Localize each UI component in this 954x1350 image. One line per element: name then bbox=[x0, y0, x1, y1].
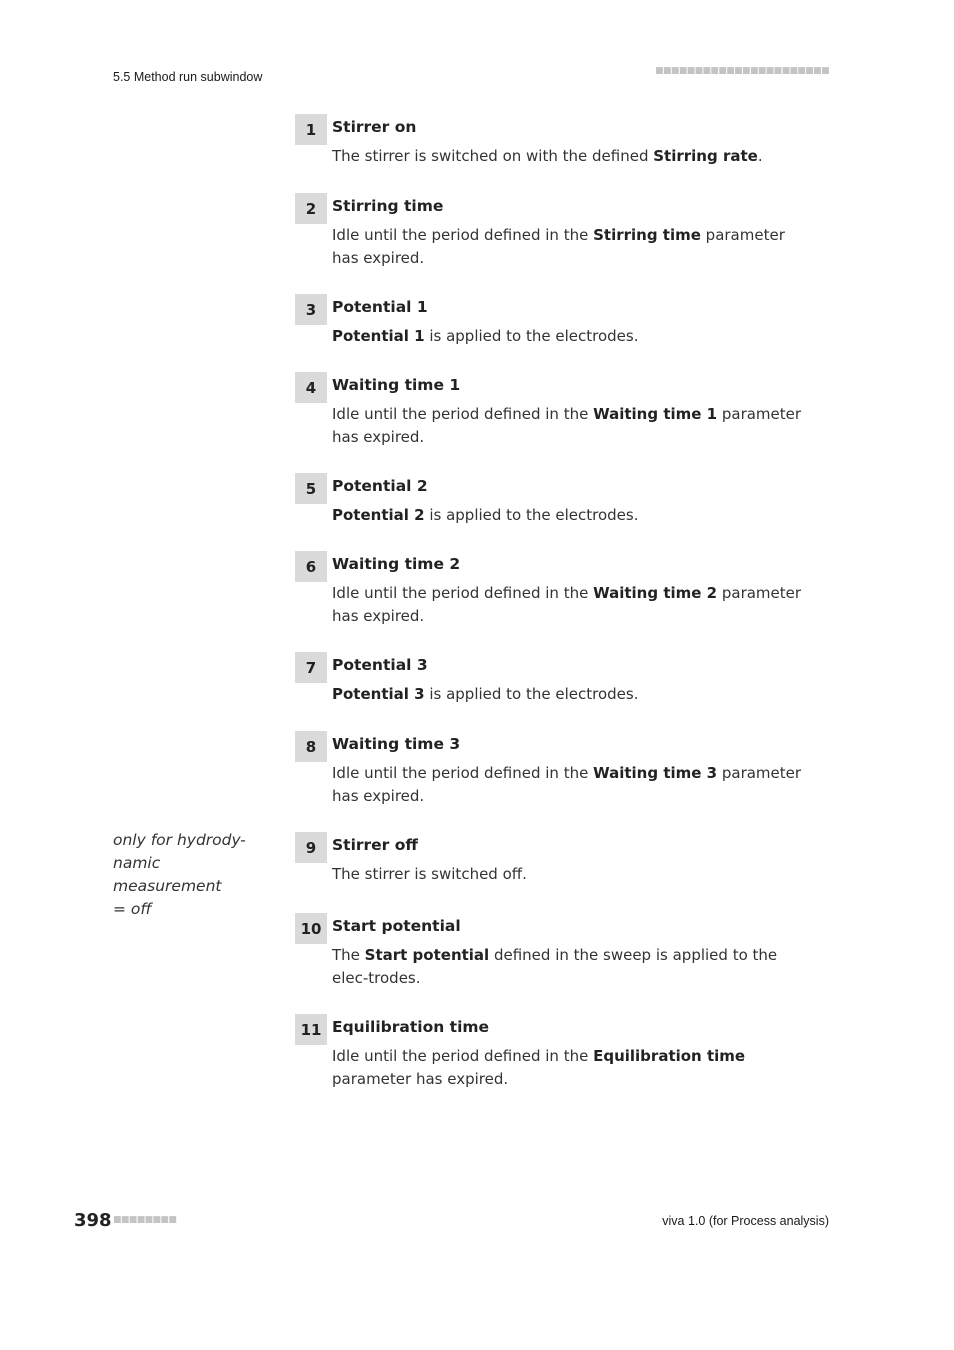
parameter-name: Waiting time 2 bbox=[593, 584, 718, 602]
header-decoration: ■■■■■■■■■■■■■■■■■■■■■■ bbox=[655, 66, 829, 76]
step-title: Stirrer off bbox=[332, 836, 418, 854]
step-title: Potential 1 bbox=[332, 298, 428, 316]
step-description: Potential 3 is applied to the electrodes. bbox=[332, 685, 639, 703]
parameter-name: Equilibration time bbox=[593, 1047, 746, 1065]
step-description: Idle until the period defined in the Equilibration time parameter has expired. bbox=[332, 1047, 746, 1088]
step-description: The Start potential defined in the sweep is applied to the elec-trodes. bbox=[332, 946, 778, 987]
parameter-name: Potential 1 bbox=[332, 327, 425, 345]
step-title: Stirring time bbox=[332, 197, 444, 215]
step-description: The stirrer is switched off. bbox=[332, 865, 527, 883]
step-description: Potential 2 is applied to the electrodes. bbox=[332, 506, 639, 524]
product-name: viva 1.0 (for Process analysis) bbox=[662, 1214, 829, 1228]
parameter-name: Stirring time bbox=[593, 226, 701, 244]
running-header: 5.5 Method run subwindow bbox=[113, 70, 263, 84]
parameter-name: Potential 2 bbox=[332, 506, 425, 524]
step-title: Waiting time 2 bbox=[332, 555, 461, 573]
step-description: Idle until the period defined in the Waiting time 3 parameter has expired. bbox=[332, 764, 802, 805]
step-title: Waiting time 1 bbox=[332, 376, 461, 394]
step-number: 1 bbox=[295, 114, 327, 145]
step-number: 6 bbox=[295, 551, 327, 582]
step-number: 8 bbox=[295, 731, 327, 762]
step-number: 11 bbox=[295, 1014, 327, 1045]
step-description: Potential 1 is applied to the electrodes. bbox=[332, 327, 639, 345]
step-number: 2 bbox=[295, 193, 327, 224]
page-number: 398 bbox=[74, 1210, 112, 1231]
step-title: Waiting time 3 bbox=[332, 735, 461, 753]
step-title: Start potential bbox=[332, 917, 461, 935]
side-note-line: = off bbox=[113, 900, 152, 918]
step-title: Potential 2 bbox=[332, 477, 428, 495]
step-description: Idle until the period defined in the Stirring time parameter has expired. bbox=[332, 226, 785, 267]
step-title: Potential 3 bbox=[332, 656, 428, 674]
step-number: 7 bbox=[295, 652, 327, 683]
side-note bbox=[113, 829, 273, 921]
side-note-line: namic measurement bbox=[113, 854, 222, 895]
parameter-name: Stirring rate bbox=[653, 147, 758, 165]
step-title: Equilibration time bbox=[332, 1018, 490, 1036]
step-description: The stirrer is switched on with the defined Stirring rate. bbox=[332, 147, 763, 165]
parameter-name: Start potential bbox=[364, 946, 490, 964]
step-number: 10 bbox=[295, 913, 327, 944]
parameter-name: Potential 3 bbox=[332, 685, 425, 703]
step-description: Idle until the period defined in the Waiting time 2 parameter has expired. bbox=[332, 584, 802, 625]
step-description: Idle until the period defined in the Waiting time 1 parameter has expired. bbox=[332, 405, 802, 446]
footer-decoration: ■■■■■■■■ bbox=[113, 1215, 177, 1225]
parameter-name: Waiting time 1 bbox=[593, 405, 718, 423]
step-number: 5 bbox=[295, 473, 327, 504]
step-title: Stirrer on bbox=[332, 118, 417, 136]
side-note-line: only for hydrody- bbox=[113, 831, 246, 849]
parameter-name: Waiting time 3 bbox=[593, 764, 718, 782]
step-number: 4 bbox=[295, 372, 327, 403]
step-number: 3 bbox=[295, 294, 327, 325]
step-number: 9 bbox=[295, 832, 327, 863]
